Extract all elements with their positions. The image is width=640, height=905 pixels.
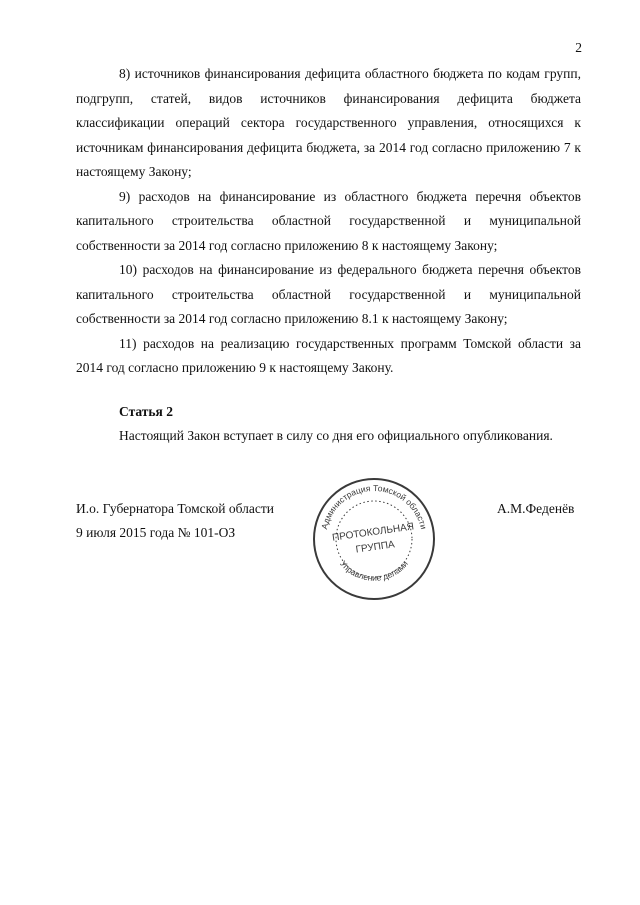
article-text: Настоящий Закон вступает в силу со дня его официального опубликования. [119,428,553,443]
signatory-position: И.о. Губернатора Томской области [76,501,274,516]
law-date-number: 9 июля 2015 года № 101-ОЗ [76,525,236,540]
enumerated-list [76,62,581,381]
page-number: 2 [575,40,582,55]
article-section [76,400,581,448]
stamp-center-line1: ПРОТОКОЛЬНАЯ [331,521,415,544]
list-item: 8) источников финансирования дефицита областного бюджета по кодам групп, подгрупп, статей, видов источников финансирования дефицита бюджета классификации операций сектора государственного управления, относящихся к источникам финансирования дефицита бюджета, за 2014 год согласно приложению 7 к настоящему Закону; [76,66,581,179]
official-stamp [310,475,438,603]
stamp-ring-bottom-text: Управление делами [338,558,410,583]
svg-text:Управление делами [338,558,410,582]
signatory-name: А.М.Феденёв [497,501,575,516]
article-heading: Статья 2 [119,404,173,419]
list-item: 11) расходов на реализацию государственных программ Томской области за 2014 год согласно приложению 9 к настоящему Закону. [76,335,581,375]
stamp-center-line2: ГРУППА [354,539,396,556]
list-item: 10) расходов на финансирование из федерального бюджета перечня объектов капитального строительства областной государственной и муниципальной собственности за 2014 год согласно приложению 8.1 к настоящему Закону; [76,262,581,326]
signature-block [76,497,274,545]
stamp-ring-top-text: Администрация Томской области [319,482,429,531]
list-item: 9) расходов на финансирование из областного бюджета перечня объектов капитального строительства областной государственной и муниципальной собственности за 2014 год согласно приложению 8 к настоящему Закону; [76,188,581,253]
